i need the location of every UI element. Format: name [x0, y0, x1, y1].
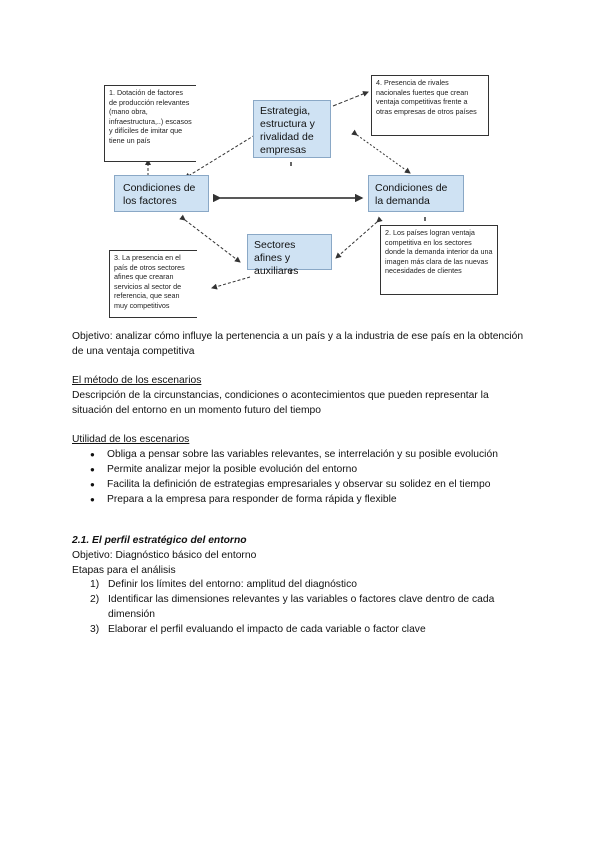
arrow-note4-demand [357, 135, 410, 173]
diagram-arrows [0, 0, 600, 330]
list-item: 3) Elaborar el perfil evaluando el impacto de cada variable o factor clave [90, 624, 426, 635]
arrow-demand-related [336, 222, 377, 258]
list-item: ● Permite analizar mejor la posible evolución del entorno [72, 462, 530, 477]
note-1: 1. Dotación de factores de producción relevantes (mano obra, infraestructura,..) escasos y difíciles de imitar que tiene un país [104, 85, 196, 162]
scenarios-description: Descripción de la circunstancias, condiciones o acontecimientos que pueden representar la situación del entorno en un momento futuro del tiempo [72, 390, 489, 416]
profile-heading: 2.1. El perfil estratégico del entorno [72, 535, 247, 546]
arrow-strategy-note4 [333, 92, 368, 106]
list-item: 2) Identificar las dimensiones relevantes y las variables o factores clave dentro de cada dimensión [90, 594, 495, 620]
list-item: 1) Definir los límites del entorno: amplitud del diagnóstico [90, 579, 357, 590]
list-item: ● Facilita la definición de estrategias empresariales y observar su solidez en el tiempo [72, 477, 530, 492]
list-item: ● Prepara a la empresa para responder de forma rápida y flexible [72, 492, 530, 507]
profile-steps-list [72, 577, 532, 637]
profile-steps-title: Etapas para el análisis [72, 565, 176, 576]
box-factors: Condiciones de los factores [114, 175, 209, 212]
list-item: ● Obliga a pensar sobre las variables relevantes, se interrelación y su posible evolución [72, 447, 530, 462]
box-strategy: Estrategia, estructura y rivalidad de empresas [253, 100, 331, 158]
note-3: 3. La presencia en el país de otros sectores afines que crearan servicios al sector de referencia, que sean muy competitivos [109, 250, 197, 318]
profile-objective: Objetivo: Diagnóstico básico del entorno [72, 550, 257, 561]
utility-title: Utilidad de los escenarios [72, 434, 190, 445]
scenarios-title: El método de los escenarios [72, 375, 202, 386]
note-4: 4. Presencia de rivales nacionales fuertes que crean ventaja competitivas frente a otras empresas de otros países [371, 75, 489, 136]
box-related: Sectores afines y auxiliares [247, 234, 332, 270]
note-2: 2. Los países logran ventaja competitiva en los sectores donde la demanda interior da una imagen más clara de las nuevas necesidades de clientes [380, 225, 498, 295]
arrow-related-note3 [212, 277, 250, 288]
box-demand: Condiciones de la demanda [368, 175, 464, 212]
utility-list [72, 447, 530, 507]
objective-text: Objetivo: analizar cómo influye la pertenencia a un país y a la industria de ese país en la obtención de una ventaja competitiva [72, 331, 524, 357]
